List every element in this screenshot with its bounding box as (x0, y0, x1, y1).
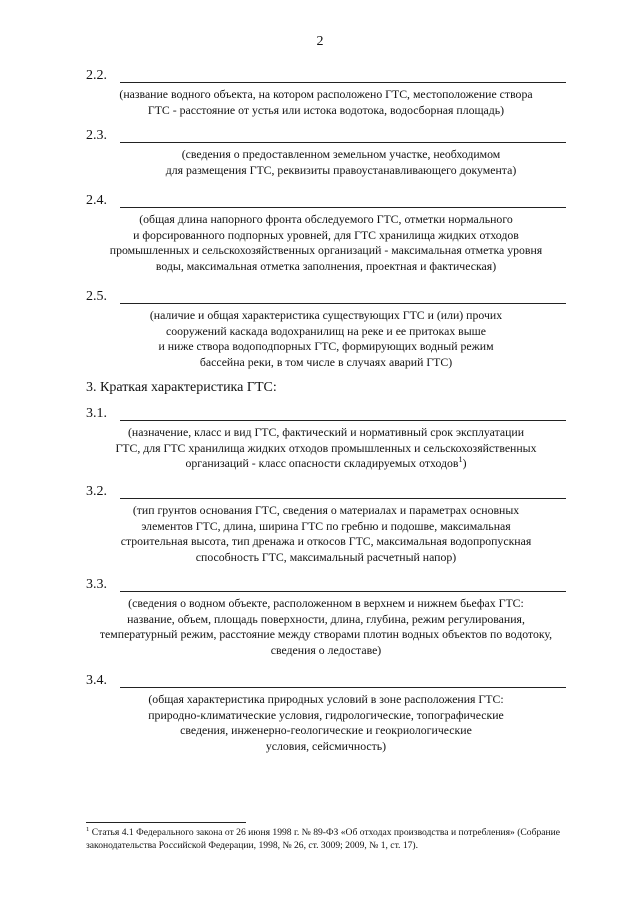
footnote (86, 826, 606, 852)
fill-line[interactable] (120, 498, 566, 499)
fill-line[interactable] (120, 303, 566, 304)
field-number: 3.2. (86, 484, 107, 499)
field-caption: (общая длина напорного фронта обследуемого ГТС, отметки нормального и форсированного подпорных уровней, для ГТС хранилища жидких отходов промышленных и сельскохозяйственных организаций - максимальная отметка уровня воды, максимальная отметка заполнения, проектная и фактическая) (109, 212, 543, 273)
field-number: 3.4. (86, 673, 107, 688)
fill-line[interactable] (120, 207, 566, 208)
field-number: 2.3. (86, 128, 107, 143)
fill-line[interactable] (120, 420, 566, 421)
field-caption: (название водного объекта, на котором расположено ГТС, местоположение створа ГТС - расстояние от устья или истока водотока, водосборная площадь) (119, 87, 533, 117)
caption-text-end: ) (462, 456, 467, 471)
footnote-divider (86, 822, 246, 823)
footnote-text: Статья 4.1 Федерального закона от 26 июня 1998 г. № 89-ФЗ «Об отходах производства и потребления» (Собрание законодательства Российской Федерации, 1998, № 26, ст. 3009; 2009, № 1, ст. 17). (86, 827, 561, 851)
fill-line[interactable] (120, 142, 566, 143)
field-number: 2.5. (86, 289, 107, 304)
footnote-reference: 1 (458, 455, 463, 465)
fill-line[interactable] (120, 687, 566, 688)
field-number: 3.1. (86, 406, 107, 421)
field-caption (76, 425, 576, 472)
page-number: 2 (316, 34, 324, 49)
field-caption: (сведения о водном объекте, расположенном в верхнем и нижнем бьефах ГТС: название, объем, площадь поверхности, длина, глубина, режим регулирования, температурный режим, расстояние между створами плотин водных объектов по водотоку, сведения о ледоставе) (99, 596, 553, 657)
field-number: 2.4. (86, 193, 107, 208)
caption-text: (назначение, класс и вид ГТС, фактический и нормативный срок эксплуатации ГТС, для ГТС хранилища жидких отходов промышленных и сельскохозяйственных организаций - класс опасности складируемых отходов (115, 425, 537, 471)
field-caption: (тип грунтов основания ГТС, сведения о материалах и параметрах основных элементов ГТС, длина, ширина ГТС по гребню и подошве, максимальная строительная высота, тип дренажа и откосов ГТС, максимальная водопропускная способность ГТС, максимальный расчетный напор) (120, 503, 532, 564)
field-caption: (общая характеристика природных условий в зоне расположения ГТС: природно-климатические условия, гидрологические, топографические сведения, инженерно-геологические и геокриологические условия, сейсмичность) (148, 692, 504, 753)
field-number: 2.2. (86, 68, 107, 83)
field-caption: (наличие и общая характеристика существующих ГТС и (или) прочих сооружений каскада водохранилищ на реке и ее притоках выше и ниже створа водоподпорных ГТС, формирующих водный режим бассейна реки, в том числе в случаях аварий ГТС) (149, 308, 503, 369)
fill-line[interactable] (120, 82, 566, 83)
field-caption: (сведения о предоставленном земельном участке, необходимом для размещения ГТС, реквизиты правоустанавливающего документа) (165, 147, 517, 177)
field-number: 3.3. (86, 577, 107, 592)
fill-line[interactable] (120, 591, 566, 592)
footnote-mark: 1 (86, 825, 90, 833)
section-heading: 3. Краткая характеристика ГТС: (86, 380, 277, 395)
